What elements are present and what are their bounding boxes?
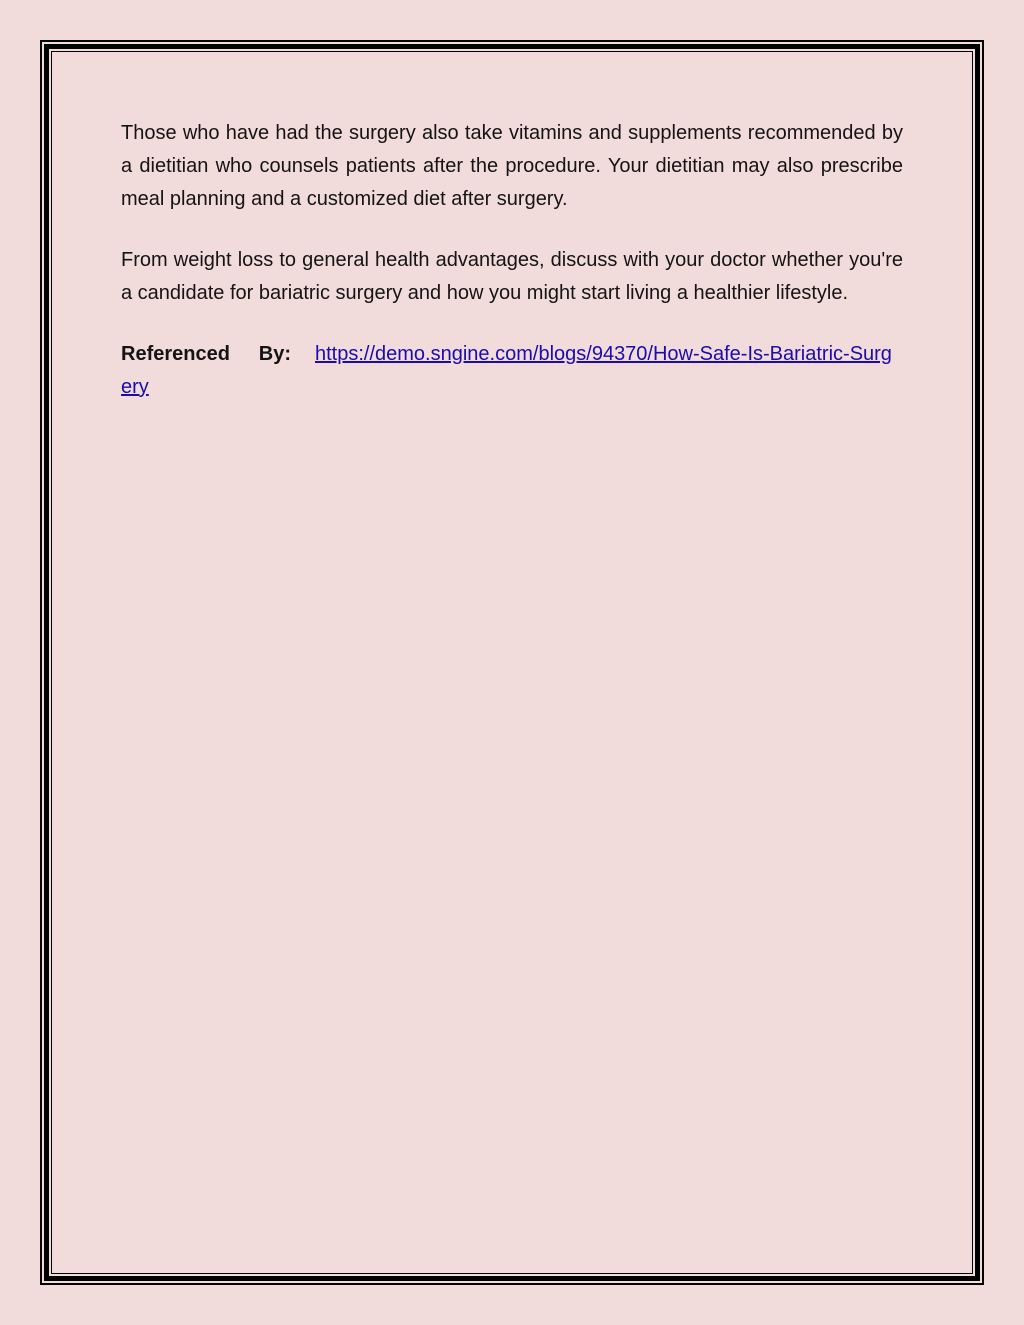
reference-link[interactable]: https://demo.sngine.com/blogs/94370/How-Safe-Is-Bariatric-Surgery — [121, 343, 892, 398]
paragraph-vitamins: Those who have had the surgery also take vitamins and supplements recommended by a dietitian who counsels patients after the procedure. Your dietitian may also prescribe meal planning and a customized diet after surgery. — [121, 122, 903, 210]
document-body — [121, 117, 903, 404]
reference-label — [121, 338, 291, 371]
reference-label-word: Referenced — [121, 343, 230, 365]
reference-label-word: By: — [258, 343, 291, 365]
paragraph-candidate: From weight loss to general health advantages, discuss with your doctor whether you're a candidate for bariatric surgery and how you might start living a healthier lifestyle. — [121, 249, 903, 304]
reference-line — [121, 338, 903, 404]
